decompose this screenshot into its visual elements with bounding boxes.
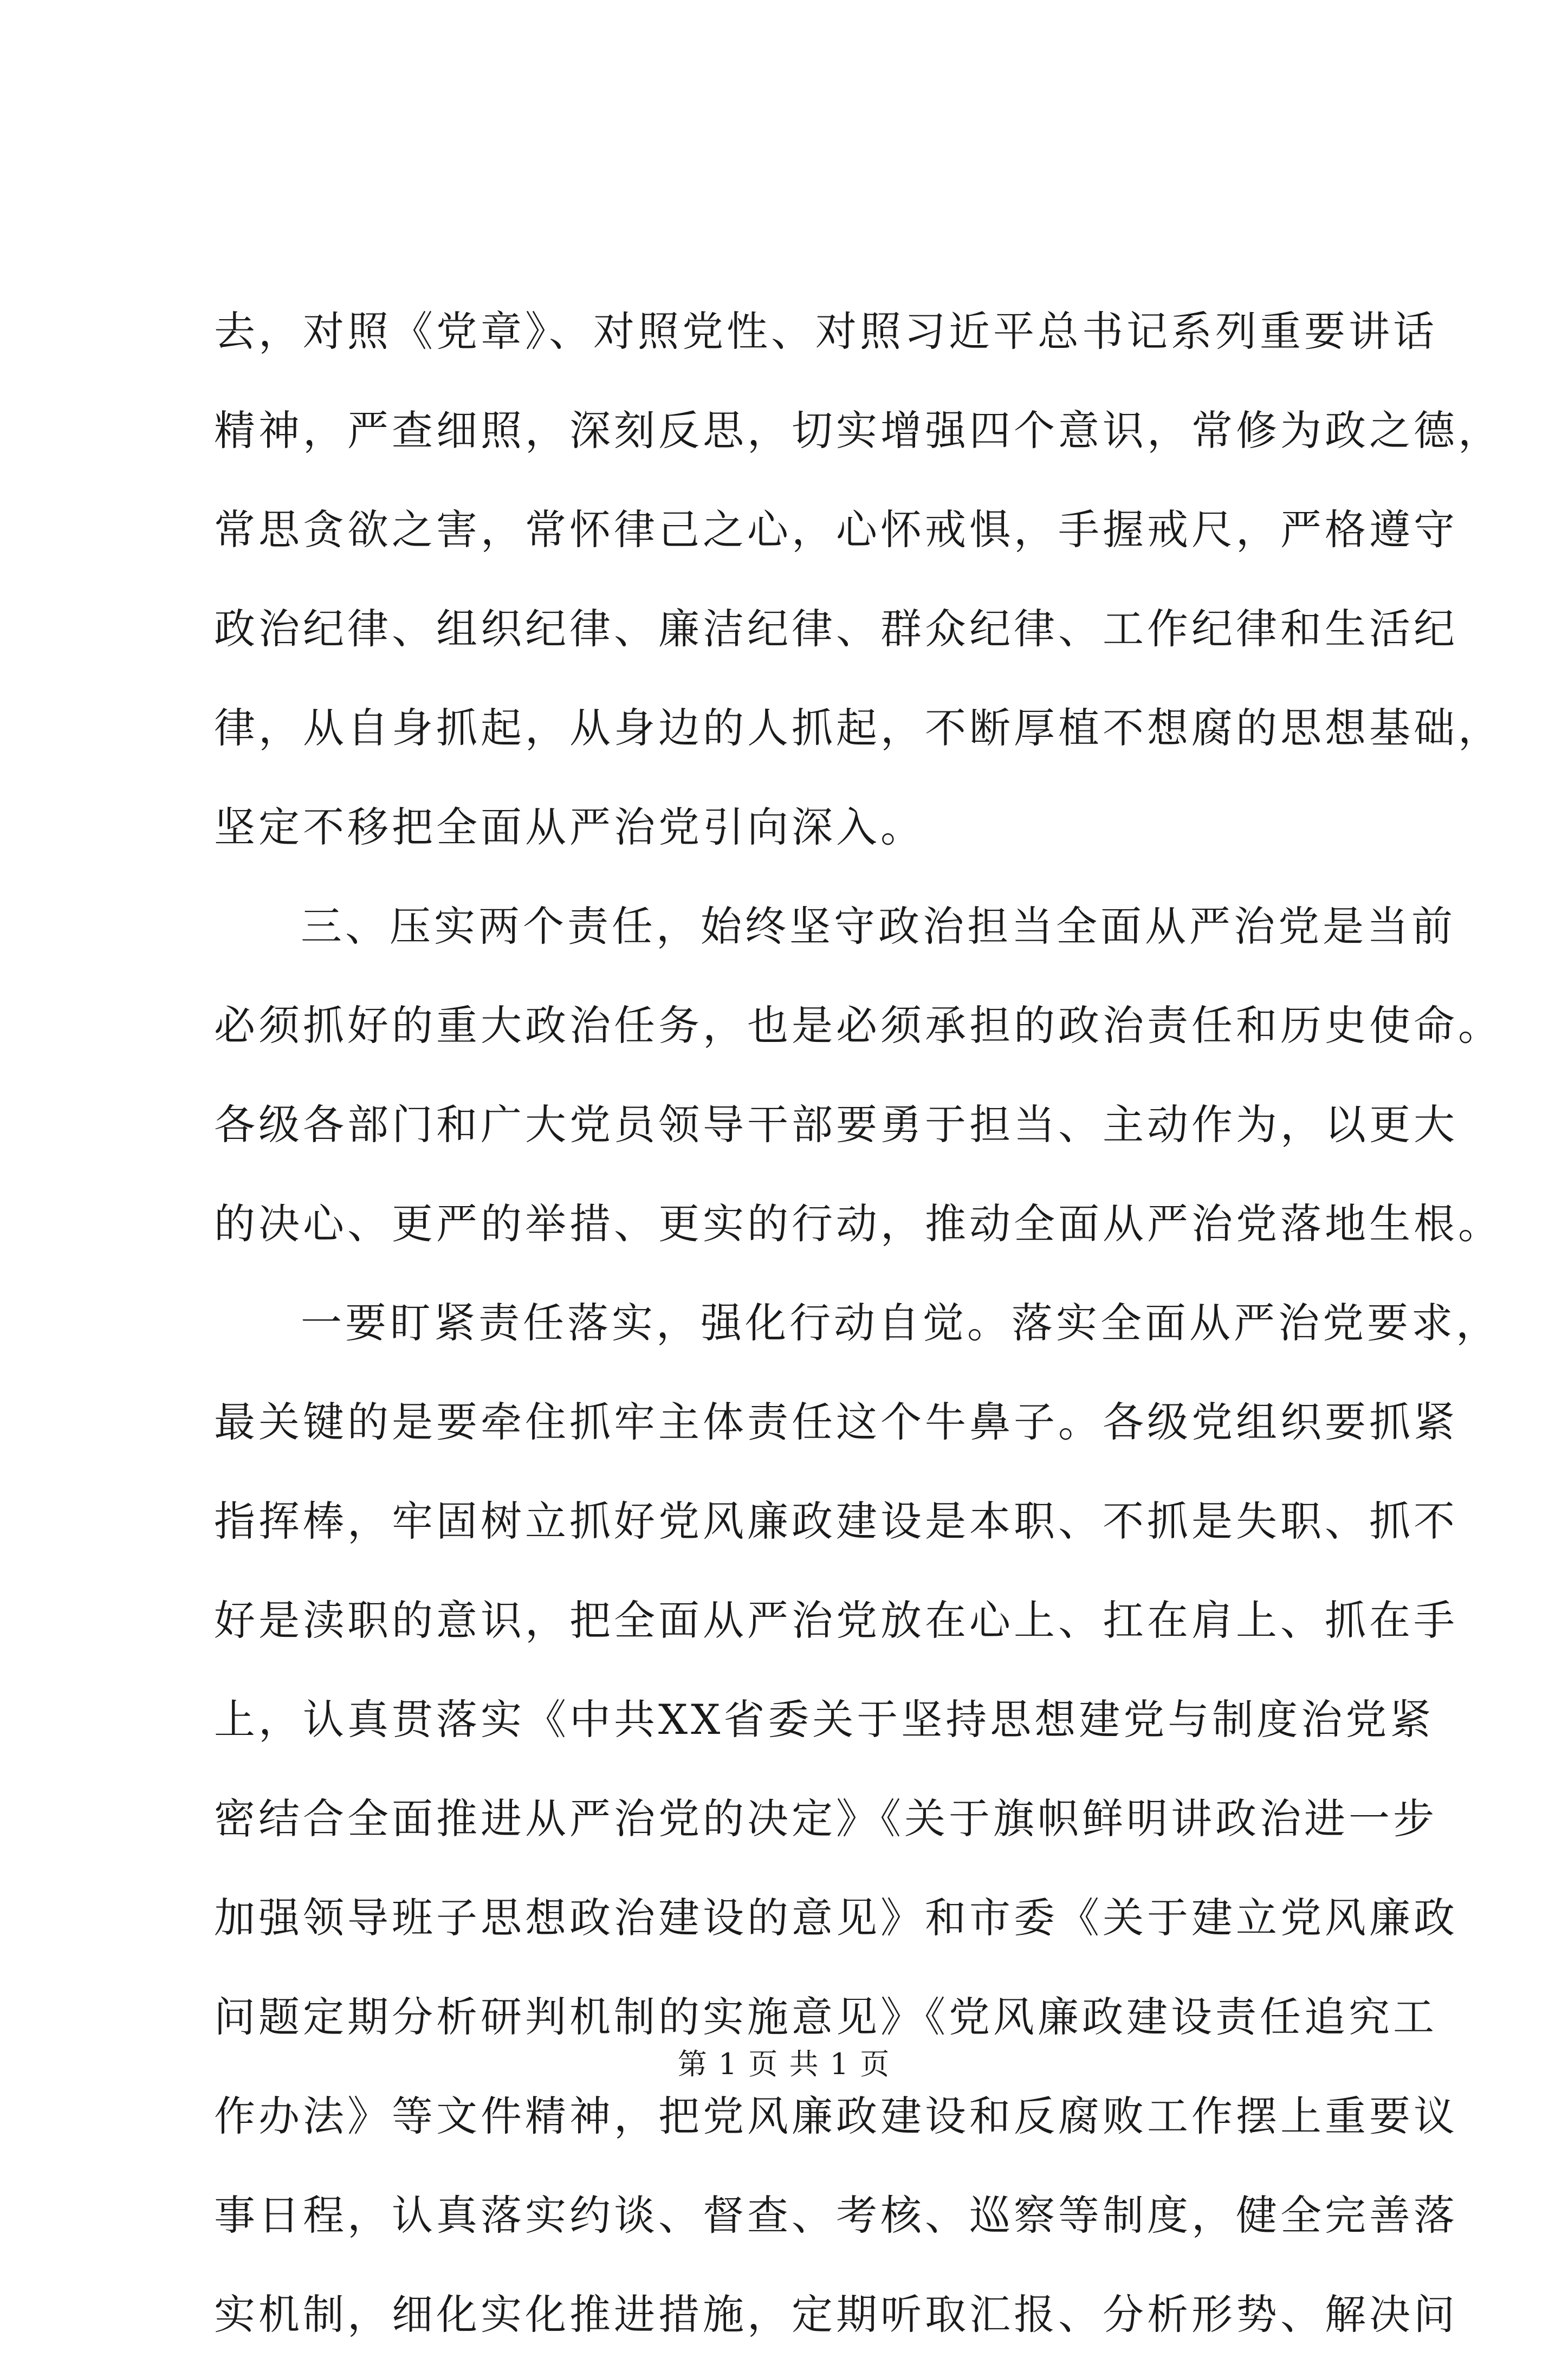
text-line: 加强领导班子思想政治建设的意见》和市委《关于建立党风廉政	[214, 1894, 1458, 1942]
text-line: 最关键的是要牵住抓牢主体责任这个牛鼻子。各级党组织要抓紧	[214, 1398, 1458, 1446]
paragraph-start-line: 一要盯紧责任落实，强化行动自觉。落实全面从严治党要求，	[301, 1299, 1500, 1347]
text-line: 坚定不移把全面从严治党引向深入。	[214, 803, 925, 851]
text-line: 事日程，认真落实约谈、督查、考核、巡察等制度，健全完善落	[214, 2191, 1458, 2239]
text-line: 去，对照《党章》、对照党性、对照习近平总书记系列重要讲话	[214, 307, 1437, 355]
text-line: 问题定期分析研判机制的实施意见》《党风廉政建设责任追究工	[214, 1993, 1437, 2041]
text-line: 政治纪律、组织纪律、廉洁纪律、群众纪律、工作纪律和生活纪	[214, 605, 1458, 653]
text-line: 指挥棒，牢固树立抓好党风廉政建设是本职、不抓是失职、抓不	[214, 1497, 1458, 1545]
text-line: 作办法》等文件精神，把党风廉政建设和反腐败工作摆上重要议	[214, 2092, 1458, 2140]
text-line: 的决心、更严的举措、更实的行动，推动全面从严治党落地生根。	[214, 1200, 1502, 1248]
text-line: 必须抓好的重大政治任务，也是必须承担的政治责任和历史使命。	[214, 1001, 1502, 1050]
text-line: 密结合全面推进从严治党的决定》《关于旗帜鲜明讲政治进一步	[214, 1795, 1437, 1843]
text-line: 律，从自身抓起，从身边的人抓起，不断厚植不想腐的思想基础，	[214, 704, 1502, 752]
text-line: 好是渎职的意识，把全面从严治党放在心上、扛在肩上、抓在手	[214, 1596, 1458, 1644]
text-line: 上，认真贯落实《中共XX省委关于坚持思想建党与制度治党紧	[214, 1695, 1435, 1744]
paragraph-start-line: 三、压实两个责任，始终坚守政治担当全面从严治党是当前	[301, 902, 1456, 950]
page-number-footer: 第 1 页 共 1 页	[677, 2047, 891, 2081]
text-line: 精神，严查细照，深刻反思，切实增强四个意识，常修为政之德，	[214, 406, 1502, 455]
text-line: 常思贪欲之害，常怀律己之心，心怀戒惧，手握戒尺，严格遵守	[214, 506, 1458, 554]
text-line: 实机制，细化实化推进措施，定期听取汇报、分析形势、解决问	[214, 2290, 1458, 2339]
text-line: 各级各部门和广大党员领导干部要勇于担当、主动作为，以更大	[214, 1100, 1458, 1149]
